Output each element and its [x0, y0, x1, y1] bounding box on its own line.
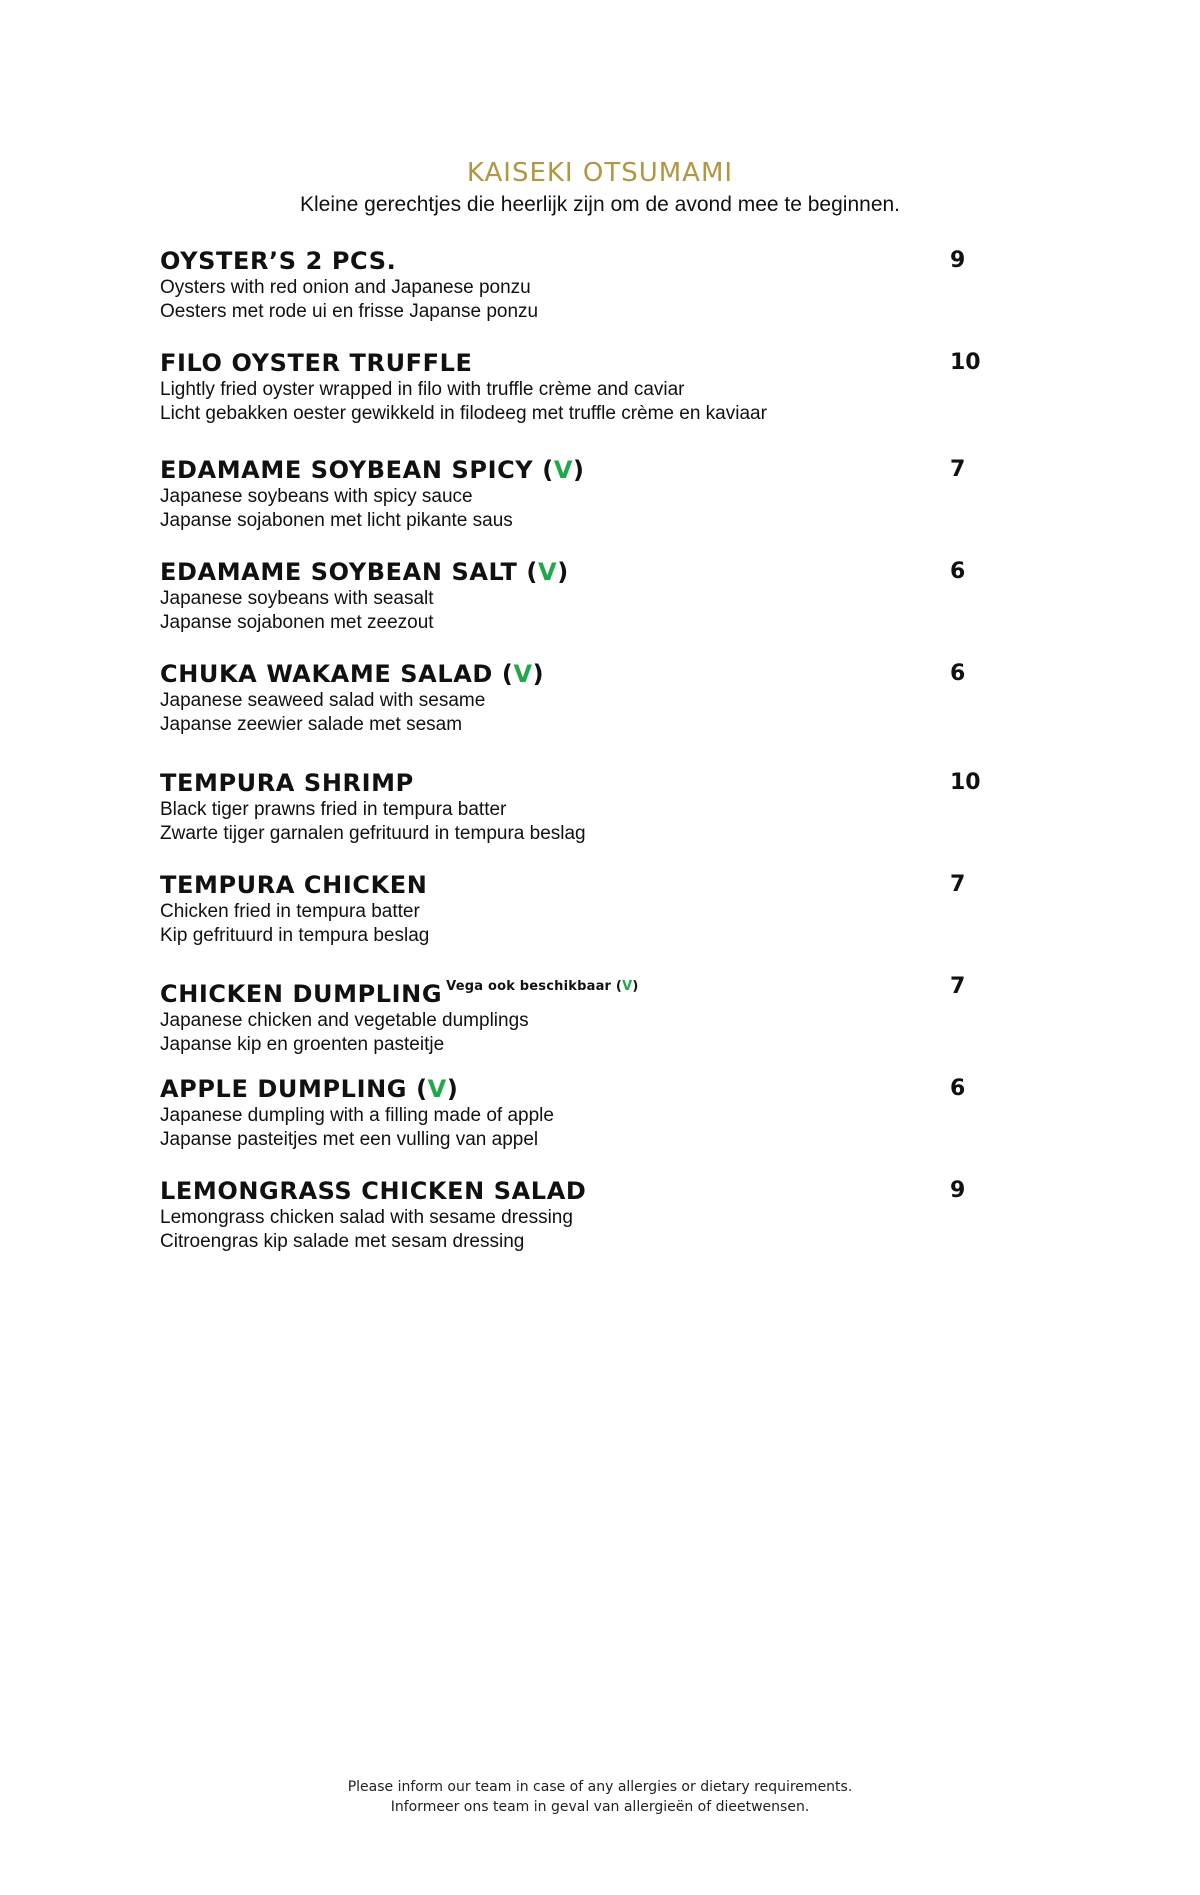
item-desc-en: Japanese chicken and vegetable dumplings [160, 1010, 529, 1031]
item-desc-en: Japanese soybeans with spicy sauce [160, 486, 473, 507]
item-price: 9 [950, 248, 966, 273]
item-desc-nl: Kip gefrituurd in tempura beslag [160, 925, 430, 946]
menu-header [0, 158, 1200, 218]
item-desc-en: Japanese soybeans with seasalt [160, 588, 434, 609]
item-name: EDAMAME SOYBEAN SALT (V) [160, 558, 569, 586]
item-desc-nl: Oesters met rode ui en frisse Japanse ponzu [160, 301, 539, 322]
item-desc-en: Lightly fried oyster wrapped in filo with truffle crème and caviar [160, 379, 685, 400]
item-desc-en: Oysters with red onion and Japanese ponzu [160, 277, 531, 298]
item-name: EDAMAME SOYBEAN SPICY (V) [160, 456, 585, 484]
item-name: LEMONGRASS CHICKEN SALAD [160, 1177, 587, 1205]
item-note: Vega ook beschikbaar (V) [446, 979, 639, 994]
item-desc-nl: Japanse pasteitjes met een vulling van appel [160, 1129, 539, 1150]
allergy-note-nl: Informeer ons team in geval van allergieën of dieetwensen. [390, 1799, 810, 1815]
item-price: 10 [950, 770, 981, 795]
item-desc-nl: Japanse kip en groenten pasteitje [160, 1034, 445, 1055]
item-desc-en: Lemongrass chicken salad with sesame dressing [160, 1207, 573, 1228]
item-desc-nl: Zwarte tijger garnalen gefrituurd in tempura beslag [160, 823, 586, 844]
item-name: TEMPURA CHICKEN [160, 871, 428, 899]
item-price: 9 [950, 1178, 966, 1203]
menu-item [160, 348, 1010, 426]
vegetarian-marker: V [427, 1075, 447, 1103]
item-price: 6 [950, 661, 966, 686]
menu-item [160, 246, 1010, 324]
item-price: 7 [950, 872, 966, 897]
item-desc-en: Black tiger prawns fried in tempura batter [160, 799, 507, 820]
item-name: OYSTER’S 2 PCS. [160, 247, 397, 275]
menu-item [160, 557, 1010, 635]
item-desc-en: Japanese dumpling with a filling made of apple [160, 1105, 554, 1126]
item-name: CHICKEN DUMPLING $^{Vega ook beschikbaar (V)}$ [160, 979, 639, 1008]
item-price: 10 [950, 350, 981, 375]
item-price: 6 [950, 559, 966, 584]
vegetarian-marker: V [622, 979, 633, 994]
item-desc-nl: Japanse sojabonen met licht pikante saus [160, 510, 513, 531]
item-desc-en: Japanese seaweed salad with sesame [160, 690, 486, 711]
item-name: CHUKA WAKAME SALAD (V) [160, 660, 545, 688]
menu-item [160, 455, 1010, 533]
menu-item [160, 1176, 1010, 1254]
vegetarian-marker: V [513, 660, 533, 688]
vegetarian-marker: V [538, 558, 558, 586]
vegetarian-marker: V [553, 456, 574, 484]
menu-item [160, 972, 1010, 1057]
item-name: APPLE DUMPLING (V) [160, 1075, 459, 1103]
item-price: 6 [950, 1076, 966, 1101]
item-desc-nl: Japanse sojabonen met zeezout [160, 612, 434, 633]
item-name: TEMPURA SHRIMP [160, 769, 414, 797]
item-price: 7 [950, 974, 966, 999]
item-desc-nl: Licht gebakken oester gewikkeld in filodeeg met truffle crème en kaviaar [160, 403, 767, 424]
section-subtitle: Kleine gerechtjes die heerlijk zijn om de avond mee te beginnen. [299, 193, 901, 216]
menu-item [160, 1074, 1010, 1152]
allergy-footer [0, 1777, 1200, 1817]
menu-item [160, 768, 1010, 846]
item-desc-en: Chicken fried in tempura batter [160, 901, 420, 922]
allergy-note-en: Please inform our team in case of any allergies or dietary requirements. [347, 1779, 853, 1795]
item-price: 7 [950, 457, 966, 482]
menu-item [160, 659, 1010, 737]
item-name: FILO OYSTER TRUFFLE [160, 349, 473, 377]
item-desc-nl: Japanse zeewier salade met sesam [160, 714, 463, 735]
section-title: KAISEKI OTSUMAMI [466, 158, 734, 188]
menu-item [160, 870, 1010, 948]
item-desc-nl: Citroengras kip salade met sesam dressing [160, 1231, 525, 1252]
